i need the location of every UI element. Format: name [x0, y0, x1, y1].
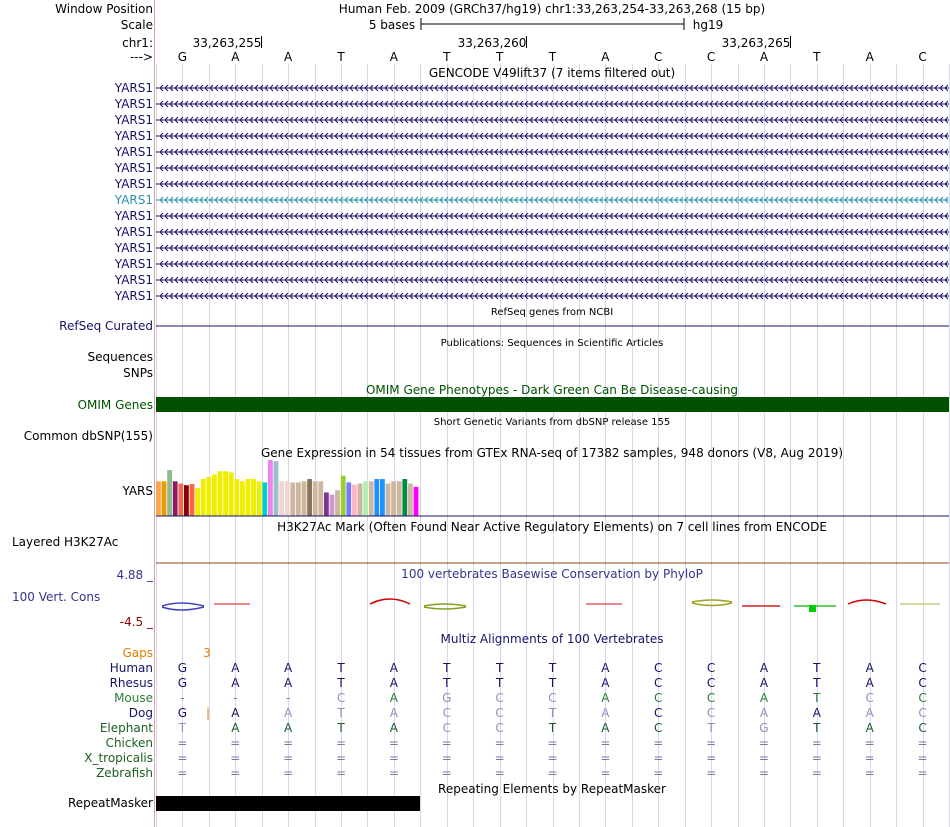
chrom-label: chr1: — [122, 36, 153, 50]
pubs-sequences-label[interactable]: Sequences — [87, 350, 153, 364]
alignment-base: C — [654, 721, 663, 735]
alignment-base: A — [284, 721, 293, 735]
alignment-base: A — [389, 706, 398, 720]
gtex-bar — [386, 484, 391, 516]
alignment-base: T — [548, 721, 557, 735]
alignment-base: = — [441, 736, 452, 750]
repeatmasker-block — [156, 796, 420, 811]
phylop-mark — [424, 604, 466, 609]
alignment-base: A — [389, 676, 398, 690]
alignment-base: = — [811, 751, 822, 765]
coord-label: 33,263,255 — [192, 36, 262, 50]
gtex-bar — [218, 471, 223, 516]
alignment-base: = — [230, 736, 241, 750]
gtex-bar — [352, 485, 357, 516]
gtex-bar — [324, 492, 329, 516]
assembly-title: Human Feb. 2009 (GRCh37/hg19) chr1:33,263,254-33,263,268 (15 bp) — [338, 2, 766, 16]
alignment-base: | — [205, 706, 211, 720]
gtex-bar — [358, 484, 363, 516]
gtex-bar — [173, 481, 178, 516]
gtex-bar — [178, 484, 183, 516]
gtex-bar — [262, 482, 267, 516]
alignment-base: C — [918, 661, 927, 675]
gtex-bar — [330, 495, 335, 516]
alignment-base: = — [917, 751, 928, 765]
multiz-species-label[interactable]: X_tropicalis — [84, 751, 153, 765]
coord-label: 33,263,260 — [457, 36, 527, 50]
alignment-base: = — [811, 766, 822, 780]
alignment-base: A — [389, 691, 398, 705]
multiz-species-label[interactable]: Elephant — [99, 721, 153, 735]
alignment-base: C — [654, 706, 663, 720]
base-letter: A — [231, 50, 240, 64]
phylop-bar — [809, 605, 816, 612]
gtex-bar — [290, 482, 295, 516]
pubs-title: Publications: Sequences in Scientific Articles — [440, 338, 664, 349]
base-letter: T — [495, 50, 504, 64]
gtex-bar — [279, 481, 284, 516]
alignment-base: T — [443, 676, 451, 690]
alignment-base: A — [759, 691, 769, 705]
gtex-bar — [414, 487, 419, 516]
alignment-base: G — [759, 721, 769, 735]
alignment-base: A — [231, 676, 240, 690]
alignment-base: C — [548, 691, 557, 705]
gencode-transcript-label[interactable]: YARS1 — [114, 161, 153, 175]
base-letter: A — [865, 50, 874, 64]
alignment-base: A — [865, 706, 874, 720]
alignment-base: A — [284, 676, 293, 690]
alignment-base: T — [443, 661, 451, 675]
alignment-base: C — [918, 676, 927, 690]
alignment-base: C — [918, 721, 927, 735]
alignment-base: C — [336, 691, 346, 705]
alignment-base: G — [177, 661, 188, 675]
alignment-base: T — [813, 721, 821, 735]
omim-bar — [156, 397, 949, 412]
alignment-base: = — [177, 751, 188, 765]
gencode-transcript-label[interactable]: YARS1 — [114, 225, 153, 239]
alignment-base: = — [653, 736, 664, 750]
phylop-mark — [370, 599, 410, 604]
gtex-bar — [307, 479, 312, 516]
multiz-species-label[interactable]: Human — [109, 661, 153, 675]
multiz-species-label[interactable]: Dog — [128, 706, 153, 720]
alignment-base: = — [706, 751, 717, 765]
alignment-base: = — [864, 751, 875, 765]
phylop-title: 100 vertebrates Basewise Conservation by PhyloP — [401, 567, 703, 581]
alignment-base: = — [600, 766, 611, 780]
scale-text: 5 bases — [368, 18, 416, 32]
alignment-base: - — [180, 691, 185, 705]
alignment-base: C — [442, 706, 451, 720]
dbsnp-label[interactable]: Common dbSNP(155) — [23, 429, 153, 443]
phylop-max-label: 4.88 _ — [116, 568, 153, 582]
multiz-species-label[interactable]: Zebrafish — [96, 766, 153, 780]
alignment-base: C — [654, 676, 663, 690]
gencode-transcript-label[interactable]: YARS1 — [114, 289, 153, 303]
coord-tick — [526, 36, 527, 48]
gtex-bar — [206, 477, 211, 516]
gtex-bar — [223, 471, 228, 516]
gtex-bar — [212, 475, 217, 516]
alignment-base: A — [601, 691, 610, 705]
h3k27ac-title: H3K27Ac Mark (Often Found Near Active Regulatory Elements) on 7 cell lines from ENCODE — [277, 520, 827, 534]
base-letter: C — [654, 50, 663, 64]
alignment-base: = — [547, 751, 558, 765]
alignment-base: A — [865, 661, 874, 675]
gtex-bar — [313, 481, 318, 516]
coord-label: 33,263,265 — [721, 36, 791, 50]
alignment-base: A — [812, 706, 821, 720]
alignment-base: C — [495, 706, 504, 720]
gtex-bar — [346, 482, 351, 516]
base-letter: A — [284, 50, 293, 64]
alignment-base: C — [706, 676, 716, 690]
gaps-label: Gaps — [122, 646, 153, 660]
gtex-bar — [391, 481, 396, 516]
alignment-base: T — [707, 721, 715, 735]
gtex-bar — [274, 461, 279, 516]
alignment-base: T — [548, 676, 557, 690]
gtex-bar — [369, 481, 374, 516]
multiz-title: Multiz Alignments of 100 Vertebrates — [440, 632, 664, 646]
alignment-base: C — [495, 691, 504, 705]
alignment-base: = — [494, 736, 505, 750]
alignment-base: A — [284, 661, 293, 675]
alignment-base: T — [337, 721, 345, 735]
gencode-transcript-label[interactable]: YARS1 — [114, 145, 153, 159]
alignment-base: C — [654, 691, 663, 705]
alignment-base: T — [813, 661, 821, 675]
alignment-base: T — [495, 661, 504, 675]
alignment-base: T — [337, 661, 345, 675]
strand-label: ---> — [129, 50, 153, 64]
gtex-bar — [318, 481, 323, 516]
alignment-base: T — [548, 706, 557, 720]
gencode-transcript-label[interactable]: YARS1 — [114, 97, 153, 111]
alignment-base: C — [442, 721, 451, 735]
refseq-label[interactable]: RefSeq Curated — [59, 319, 153, 333]
alignment-base: G — [177, 676, 188, 690]
alignment-base: A — [284, 706, 293, 720]
alignment-base: = — [811, 736, 822, 750]
gtex-bar — [195, 488, 200, 516]
alignment-base: = — [547, 736, 558, 750]
phylop-mark — [848, 600, 886, 604]
gtex-bar — [162, 481, 167, 516]
repeatmasker-label[interactable]: RepeatMasker — [67, 796, 153, 810]
alignment-base: T — [178, 721, 187, 735]
alignment-base: A — [231, 706, 240, 720]
alignment-base: = — [864, 736, 875, 750]
multiz-species-label[interactable]: Mouse — [114, 691, 153, 705]
alignment-base: = — [283, 736, 294, 750]
base-letter: T — [337, 50, 345, 64]
gtex-bar — [184, 485, 189, 516]
gtex-bar — [251, 479, 256, 516]
gtex-bar — [229, 472, 234, 516]
alignment-base: A — [231, 721, 240, 735]
gtex-bar — [257, 481, 262, 516]
alignment-base: C — [495, 721, 504, 735]
gtex-bar — [285, 481, 290, 516]
window-position-label: Window Position — [55, 2, 153, 16]
gtex-title: Gene Expression in 54 tissues from GTEx RNA-seq of 17382 samples, 948 donors (V8, Aug 2019) — [260, 446, 844, 460]
alignment-base: C — [706, 691, 716, 705]
gtex-bar — [341, 476, 346, 516]
gencode-transcript-label[interactable]: YARS1 — [114, 209, 153, 223]
alignment-base: = — [283, 751, 294, 765]
alignment-base: = — [494, 766, 505, 780]
alignment-base: T — [813, 676, 821, 690]
alignment-base: T — [548, 661, 557, 675]
alignment-base: G — [177, 706, 188, 720]
gencode-transcript-label[interactable]: YARS1 — [114, 113, 153, 127]
multiz-species-label[interactable]: Rhesus — [109, 676, 153, 690]
alignment-base: = — [283, 766, 294, 780]
gtex-bar — [240, 481, 245, 516]
alignment-base: = — [230, 751, 241, 765]
h3k27ac-label[interactable]: Layered H3K27Ac — [12, 535, 119, 549]
alignment-base: = — [177, 766, 188, 780]
alignment-base: T — [337, 706, 345, 720]
alignment-base: A — [759, 676, 769, 690]
phylop-label[interactable]: 100 Vert. Cons — [12, 590, 101, 604]
base-letter: T — [548, 50, 557, 64]
alignment-base: G — [442, 691, 452, 705]
alignment-base: A — [865, 721, 874, 735]
alignment-base: A — [601, 661, 610, 675]
gtex-label[interactable]: YARS — [122, 484, 153, 498]
alignment-base: A — [759, 661, 769, 675]
alignment-base: C — [706, 661, 716, 675]
gtex-bar — [380, 479, 385, 516]
omim-title: OMIM Gene Phenotypes - Dark Green Can Be Disease-causing — [365, 383, 739, 397]
alignment-base: = — [177, 736, 188, 750]
multiz-species-label[interactable]: Chicken — [105, 736, 153, 750]
alignment-base: = — [388, 751, 399, 765]
alignment-base: = — [441, 751, 452, 765]
coord-tick — [790, 36, 791, 48]
alignment-base: C — [865, 691, 874, 705]
alignment-base: = — [230, 766, 241, 780]
alignment-base: A — [389, 661, 398, 675]
alignment-base: = — [388, 766, 399, 780]
gtex-bar — [402, 479, 407, 516]
alignment-base: = — [336, 751, 347, 765]
gtex-bar — [190, 484, 195, 516]
alignment-base: = — [653, 766, 664, 780]
base-letter: T — [813, 50, 821, 64]
alignment-base: T — [813, 691, 821, 705]
base-letter: A — [759, 50, 769, 64]
scale-db: hg19 — [692, 18, 724, 32]
gencode-transcript-label[interactable]: YARS1 — [114, 273, 153, 287]
alignment-base: = — [336, 766, 347, 780]
base-letter: G — [177, 50, 188, 64]
alignment-base: T — [337, 676, 345, 690]
alignment-base: C — [654, 661, 663, 675]
gencode-transcript-label[interactable]: YARS1 — [114, 257, 153, 271]
gtex-bar — [363, 481, 368, 516]
alignment-base: = — [388, 736, 399, 750]
gtex-bar — [302, 481, 307, 516]
alignment-base: C — [918, 691, 927, 705]
alignment-base: = — [917, 736, 928, 750]
alignment-base: A — [601, 676, 610, 690]
repeatmasker-title: Repeating Elements by RepeatMasker — [438, 782, 666, 796]
pubs-snps-label[interactable]: SNPs — [123, 366, 153, 380]
alignment-base: C — [706, 706, 716, 720]
phylop-min-label: -4.5 _ — [119, 615, 153, 629]
gtex-bar — [296, 482, 301, 516]
base-letter: A — [601, 50, 610, 64]
gtex-bar — [408, 484, 413, 516]
alignment-base: = — [494, 751, 505, 765]
gaps-value: 3 — [203, 646, 211, 660]
gtex-bar — [156, 481, 161, 516]
alignment-base: = — [758, 751, 769, 765]
gencode-transcript-label[interactable]: YARS1 — [114, 241, 153, 255]
alignment-base: = — [706, 766, 717, 780]
alignment-base: = — [758, 766, 769, 780]
alignment-base: A — [389, 721, 398, 735]
alignment-base: = — [441, 766, 452, 780]
alignment-base: - — [285, 691, 291, 705]
gtex-bar — [246, 479, 251, 516]
base-letter: C — [918, 50, 927, 64]
base-letter: T — [443, 50, 451, 64]
alignment-base: = — [600, 736, 611, 750]
alignment-base: A — [601, 721, 610, 735]
coord-tick — [261, 36, 262, 48]
gtex-bar — [397, 481, 402, 516]
alignment-base: = — [547, 766, 558, 780]
base-letter: A — [389, 50, 398, 64]
alignment-base: = — [336, 736, 347, 750]
gtex-bar — [167, 470, 172, 516]
alignment-base: = — [864, 766, 875, 780]
omim-label[interactable]: OMIM Genes — [77, 398, 153, 412]
alignment-base: = — [600, 751, 611, 765]
gencode-transcript-label[interactable]: YARS1 — [114, 177, 153, 191]
gtex-bar — [335, 490, 340, 516]
gencode-transcript-label[interactable]: YARS1 — [114, 81, 153, 95]
alignment-base: = — [653, 751, 664, 765]
alignment-base: T — [495, 676, 504, 690]
alignment-base: A — [865, 676, 874, 690]
alignment-base: = — [758, 736, 769, 750]
gencode-transcript-label[interactable]: YARS1 — [114, 193, 153, 207]
alignment-base: = — [917, 766, 928, 780]
gencode-title: GENCODE V49lift37 (7 items filtered out) — [428, 66, 676, 80]
gtex-bar — [374, 479, 379, 516]
dbsnp-title: Short Genetic Variants from dbSNP release 155 — [433, 417, 671, 428]
alignment-base: - — [233, 691, 238, 705]
base-letter: C — [706, 50, 716, 64]
gtex-bar — [234, 479, 239, 516]
alignment-base: = — [706, 736, 717, 750]
gencode-transcript-label[interactable]: YARS1 — [114, 129, 153, 143]
gtex-bar — [268, 460, 273, 516]
scale-label: Scale — [120, 18, 153, 32]
alignment-base: A — [759, 706, 769, 720]
gtex-bar — [201, 479, 206, 516]
refseq-title: RefSeq genes from NCBI — [490, 307, 614, 318]
alignment-base: C — [918, 706, 927, 720]
alignment-base: A — [231, 661, 240, 675]
alignment-base: A — [601, 706, 610, 720]
